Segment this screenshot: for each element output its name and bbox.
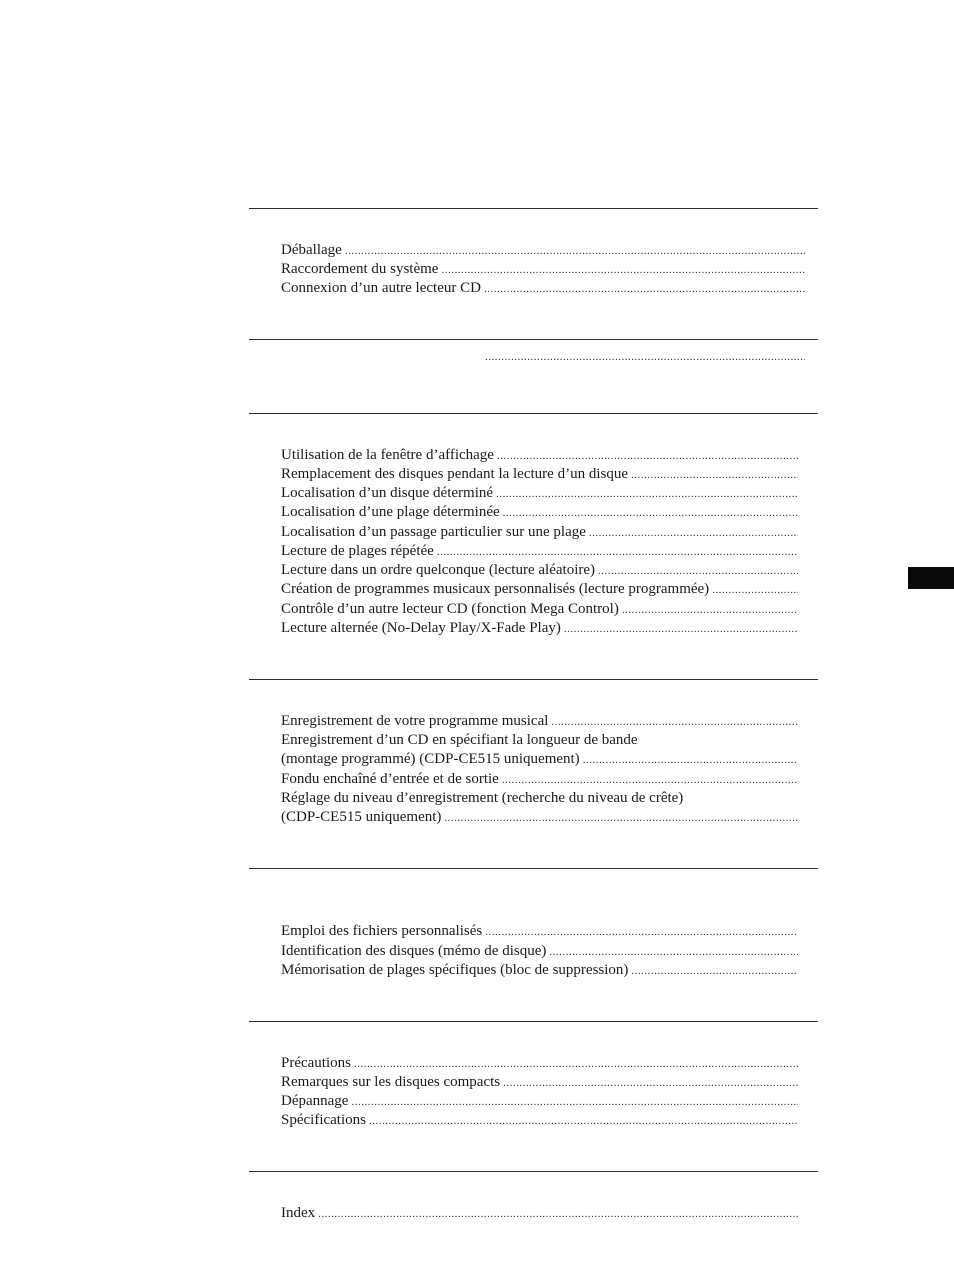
dot-leader <box>485 348 805 367</box>
dot-leader <box>485 923 798 942</box>
dot-leader <box>712 581 798 600</box>
toc-entry[interactable]: Précautions ..... <box>281 1054 798 1073</box>
dot-leader <box>622 601 798 620</box>
dot-leader <box>354 1055 798 1074</box>
section-divider <box>249 679 818 680</box>
section-divider <box>249 413 818 414</box>
toc-entry-line[interactable]: Réglage du niveau d’enregistrement (recherche du niveau de crête) <box>281 790 684 806</box>
toc-entry[interactable]: Connexion d’un autre lecteur CD ..... <box>281 279 805 298</box>
dot-leader <box>631 466 798 485</box>
dot-leader <box>503 504 798 523</box>
dot-leader <box>441 261 805 280</box>
toc-entry[interactable]: Index ..... <box>281 1204 798 1223</box>
section-divider <box>249 208 818 209</box>
toc-entry[interactable]: Identification des disques (mémo de disque) ..... <box>281 942 798 961</box>
dot-leader <box>549 943 798 962</box>
section-divider <box>249 1171 818 1172</box>
section-divider <box>249 339 818 340</box>
toc-entry[interactable]: Enregistrement de votre programme musical ..... <box>281 712 798 731</box>
toc-entry[interactable]: Lecture alternée (No-Delay Play/X-Fade Play) ..... <box>281 619 798 638</box>
toc-entry[interactable]: Remplacement des disques pendant la lecture d’un disque ..... <box>281 465 798 484</box>
toc-entry[interactable]: Localisation d’un disque déterminé ..... <box>281 484 798 503</box>
toc-entry[interactable]: Lecture de plages répétée ..... <box>281 542 798 561</box>
toc-entry-line[interactable]: Enregistrement d’un CD en spécifiant la longueur de bande <box>281 732 638 748</box>
dot-leader <box>496 485 798 504</box>
dot-leader <box>564 620 798 639</box>
section-divider <box>249 1021 818 1022</box>
toc-entry[interactable]: Spécifications ..... <box>281 1111 798 1130</box>
dot-leader <box>437 543 798 562</box>
toc-entry[interactable]: Remarques sur les disques compacts ..... <box>281 1073 798 1092</box>
dot-leader <box>351 1093 798 1112</box>
dot-leader <box>631 962 798 981</box>
toc-entry[interactable]: Localisation d’une plage déterminée ..... <box>281 503 798 522</box>
dot-leader <box>598 562 798 581</box>
toc-entry[interactable]: (montage programmé) (CDP-CE515 uniquement) ..... <box>281 750 798 769</box>
toc-entry[interactable]: Mémorisation de plages spécifiques (bloc de suppression) ..... <box>281 961 798 980</box>
toc-entry[interactable]: Dépannage ..... <box>281 1092 798 1111</box>
toc-entry[interactable]: Lecture dans un ordre quelconque (lecture aléatoire) ..... <box>281 561 798 580</box>
dot-leader <box>444 809 798 828</box>
toc-entry[interactable]: (CDP-CE515 uniquement) ..... <box>281 808 798 827</box>
toc-entry[interactable] <box>485 348 805 367</box>
dot-leader <box>345 242 805 261</box>
dot-leader <box>497 447 798 466</box>
dot-leader <box>502 771 798 790</box>
toc-entry[interactable]: Contrôle d’un autre lecteur CD (fonction Mega Control) ..... <box>281 600 798 619</box>
dot-leader <box>503 1074 798 1093</box>
dot-leader <box>318 1205 798 1224</box>
toc-entry[interactable]: Déballage ..... <box>281 241 805 260</box>
toc-entry[interactable]: Création de programmes musicaux personnalisés (lecture programmée) ..... <box>281 580 798 599</box>
dot-leader <box>551 713 798 732</box>
toc-entry[interactable]: Raccordement du système ..... <box>281 260 805 279</box>
section-divider <box>249 868 818 869</box>
toc-entry[interactable]: Fondu enchaîné d’entrée et de sortie ..... <box>281 770 798 789</box>
dot-leader <box>583 751 798 770</box>
dot-leader <box>589 524 798 543</box>
toc-entry[interactable]: Emploi des fichiers personnalisés ..... <box>281 922 798 941</box>
toc-entry[interactable]: Utilisation de la fenêtre d’affichage ..... <box>281 446 798 465</box>
toc-entry[interactable]: Localisation d’un passage particulier sur une plage ..... <box>281 523 798 542</box>
dot-leader <box>484 280 805 299</box>
edge-thumb-tab <box>908 567 954 589</box>
dot-leader <box>369 1112 798 1131</box>
